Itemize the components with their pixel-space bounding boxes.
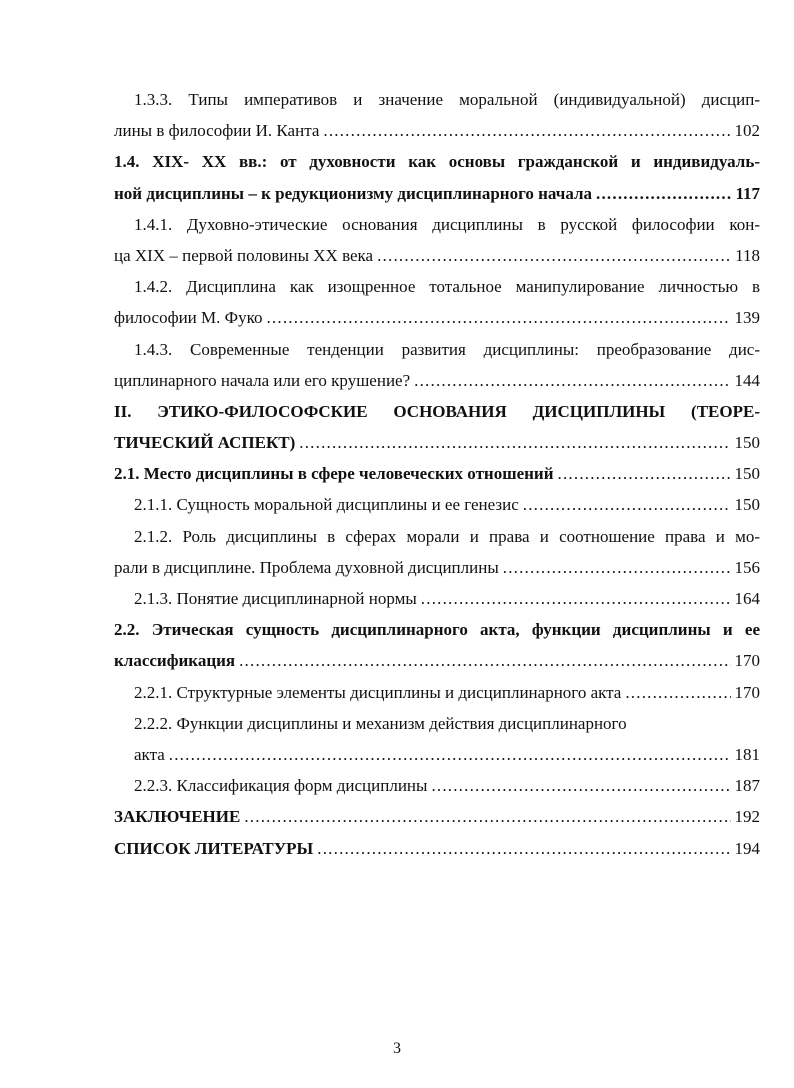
toc-entry-2-2-3 [114, 770, 760, 801]
dot-leader [169, 739, 731, 770]
dot-leader [421, 583, 731, 614]
toc-conclusion [114, 801, 760, 832]
toc-entry-2-1-2-line1 [114, 521, 760, 552]
toc-chapter-title: ТИЧЕСКИЙ АСПЕКТ) [114, 433, 296, 453]
toc-entry-title: акта [134, 744, 165, 764]
dot-leader [266, 302, 730, 333]
toc-section-2-1 [114, 458, 760, 489]
toc-entry-2-2-2-line2 [114, 739, 760, 770]
toc-entry-title: лины в философии И. Канта [114, 121, 320, 141]
toc-section-title: классификация [114, 651, 236, 671]
toc-entry-2-1-3 [114, 583, 760, 614]
toc-entry-title: 2.1.3. Понятие дисциплинарной нормы [134, 589, 417, 608]
toc-section-2-2-line2 [114, 645, 760, 676]
toc-chapter-2-line2 [114, 427, 760, 458]
toc-page-number: 194 [734, 838, 760, 858]
toc-entry-2-1-1 [114, 489, 760, 520]
toc-entry-2-2-2-line1 [114, 708, 760, 739]
dot-leader [377, 240, 731, 271]
toc-entry-1-4-1-line1 [114, 209, 760, 240]
toc-entry-1-3-3-line1 [114, 84, 760, 115]
toc-section-title: ной дисциплины – к редукционизму дисциплинарного начала [114, 183, 593, 203]
dot-leader [431, 770, 730, 801]
toc-entry-title: 2.2.3. Классификация форм дисциплины [134, 776, 428, 796]
toc-entry-1-3-3-line2 [114, 115, 760, 146]
dot-leader [299, 427, 730, 458]
toc-page-number: 170 [734, 651, 760, 671]
toc-entry-title: 1.4.3. Современные тенденции развития дисциплины: преобразование дис- [134, 339, 760, 359]
toc-entry-title: 2.2.1. Структурные элементы дисциплины и дисциплинарного акта [134, 682, 622, 702]
toc-entry-1-4-1-line2 [114, 240, 760, 271]
toc-section-title: 2.1. Место дисциплины в сфере человеческих отношений [114, 464, 554, 484]
toc-chapter-title: II. ЭТИКО-ФИЛОСОФСКИЕ ОСНОВАНИЯ ДИСЦИПЛИНЫ (ТЕОРЕ- [114, 401, 760, 421]
dot-leader [523, 489, 731, 520]
page-number: 3 [393, 1040, 401, 1057]
toc-entry-title: 2.1.1. Сущность моральной дисциплины и ее генезис [134, 495, 519, 515]
toc-page-number: 117 [735, 183, 760, 203]
toc-section-title: 1.4. XIX- XX вв.: от духовности как основы гражданской и индивидуаль- [114, 152, 760, 172]
toc-entry-1-4-3-line2 [114, 365, 760, 396]
toc-entry-title: циплинарного начала или его крушение? [114, 370, 411, 390]
toc-page-number: 144 [734, 370, 760, 390]
table-of-contents [114, 84, 760, 864]
dot-leader [323, 115, 730, 146]
toc-chapter-2-line1 [114, 396, 760, 427]
toc-entry-title: 1.4.2. Дисциплина как изощренное тотальное манипулирование личностью в [134, 277, 760, 297]
dot-leader [596, 178, 731, 209]
toc-page-number: 150 [734, 464, 760, 484]
toc-entry-title: рали в дисциплине. Проблема духовной дисциплины [114, 557, 499, 577]
toc-chapter-title: ЗАКЛЮЧЕНИЕ [114, 807, 241, 827]
toc-page-number: 192 [734, 807, 760, 827]
toc-page-number: 156 [734, 557, 760, 577]
toc-page-number: 118 [735, 245, 760, 265]
toc-page-number: 170 [734, 682, 760, 702]
toc-entry-title: 2.2.2. Функции дисциплины и механизм действия дисциплинарного [134, 713, 627, 733]
toc-references [114, 833, 760, 864]
toc-entry-1-4-2-line2 [114, 302, 760, 333]
toc-chapter-title: СПИСОК ЛИТЕРАТУРЫ [114, 838, 314, 858]
toc-page-number: 187 [734, 776, 760, 796]
toc-entry-1-4-2-line1 [114, 271, 760, 302]
dot-leader [317, 833, 730, 864]
dot-leader [414, 365, 730, 396]
toc-entry-2-2-1 [114, 677, 760, 708]
toc-section-1-4-line1 [114, 146, 760, 177]
dot-leader [239, 645, 730, 676]
toc-page-number: 139 [734, 308, 760, 328]
toc-entry-1-4-3-line1 [114, 334, 760, 365]
dot-leader [503, 552, 731, 583]
toc-section-title: 2.2. Этическая сущность дисциплинарного акта, функции дисциплины и ее [114, 620, 760, 640]
toc-page-number: 102 [734, 121, 760, 141]
dot-leader [625, 677, 730, 708]
toc-page-number: 150 [734, 433, 760, 453]
toc-section-2-2-line1 [114, 614, 760, 645]
toc-entry-title: ца XIX – первой половины XX века [114, 245, 374, 265]
toc-page-number: 181 [734, 744, 760, 764]
toc-entry-2-1-2-line2 [114, 552, 760, 583]
dot-leader [244, 801, 730, 832]
toc-page-number: 150 [734, 495, 760, 515]
toc-page-number: 164 [734, 589, 760, 608]
toc-entry-title: 1.4.1. Духовно-этические основания дисциплины в русской философии кон- [134, 214, 760, 234]
dot-leader [558, 458, 731, 489]
toc-entry-title: 2.1.2. Роль дисциплины в сферах морали и права и соотношение права и мо- [134, 526, 760, 546]
toc-entry-title: философии М. Фуко [114, 308, 263, 328]
toc-section-1-4-line2 [114, 178, 760, 209]
toc-entry-title: 1.3.3. Типы императивов и значение моральной (индивидуальной) дисцип- [134, 90, 760, 109]
